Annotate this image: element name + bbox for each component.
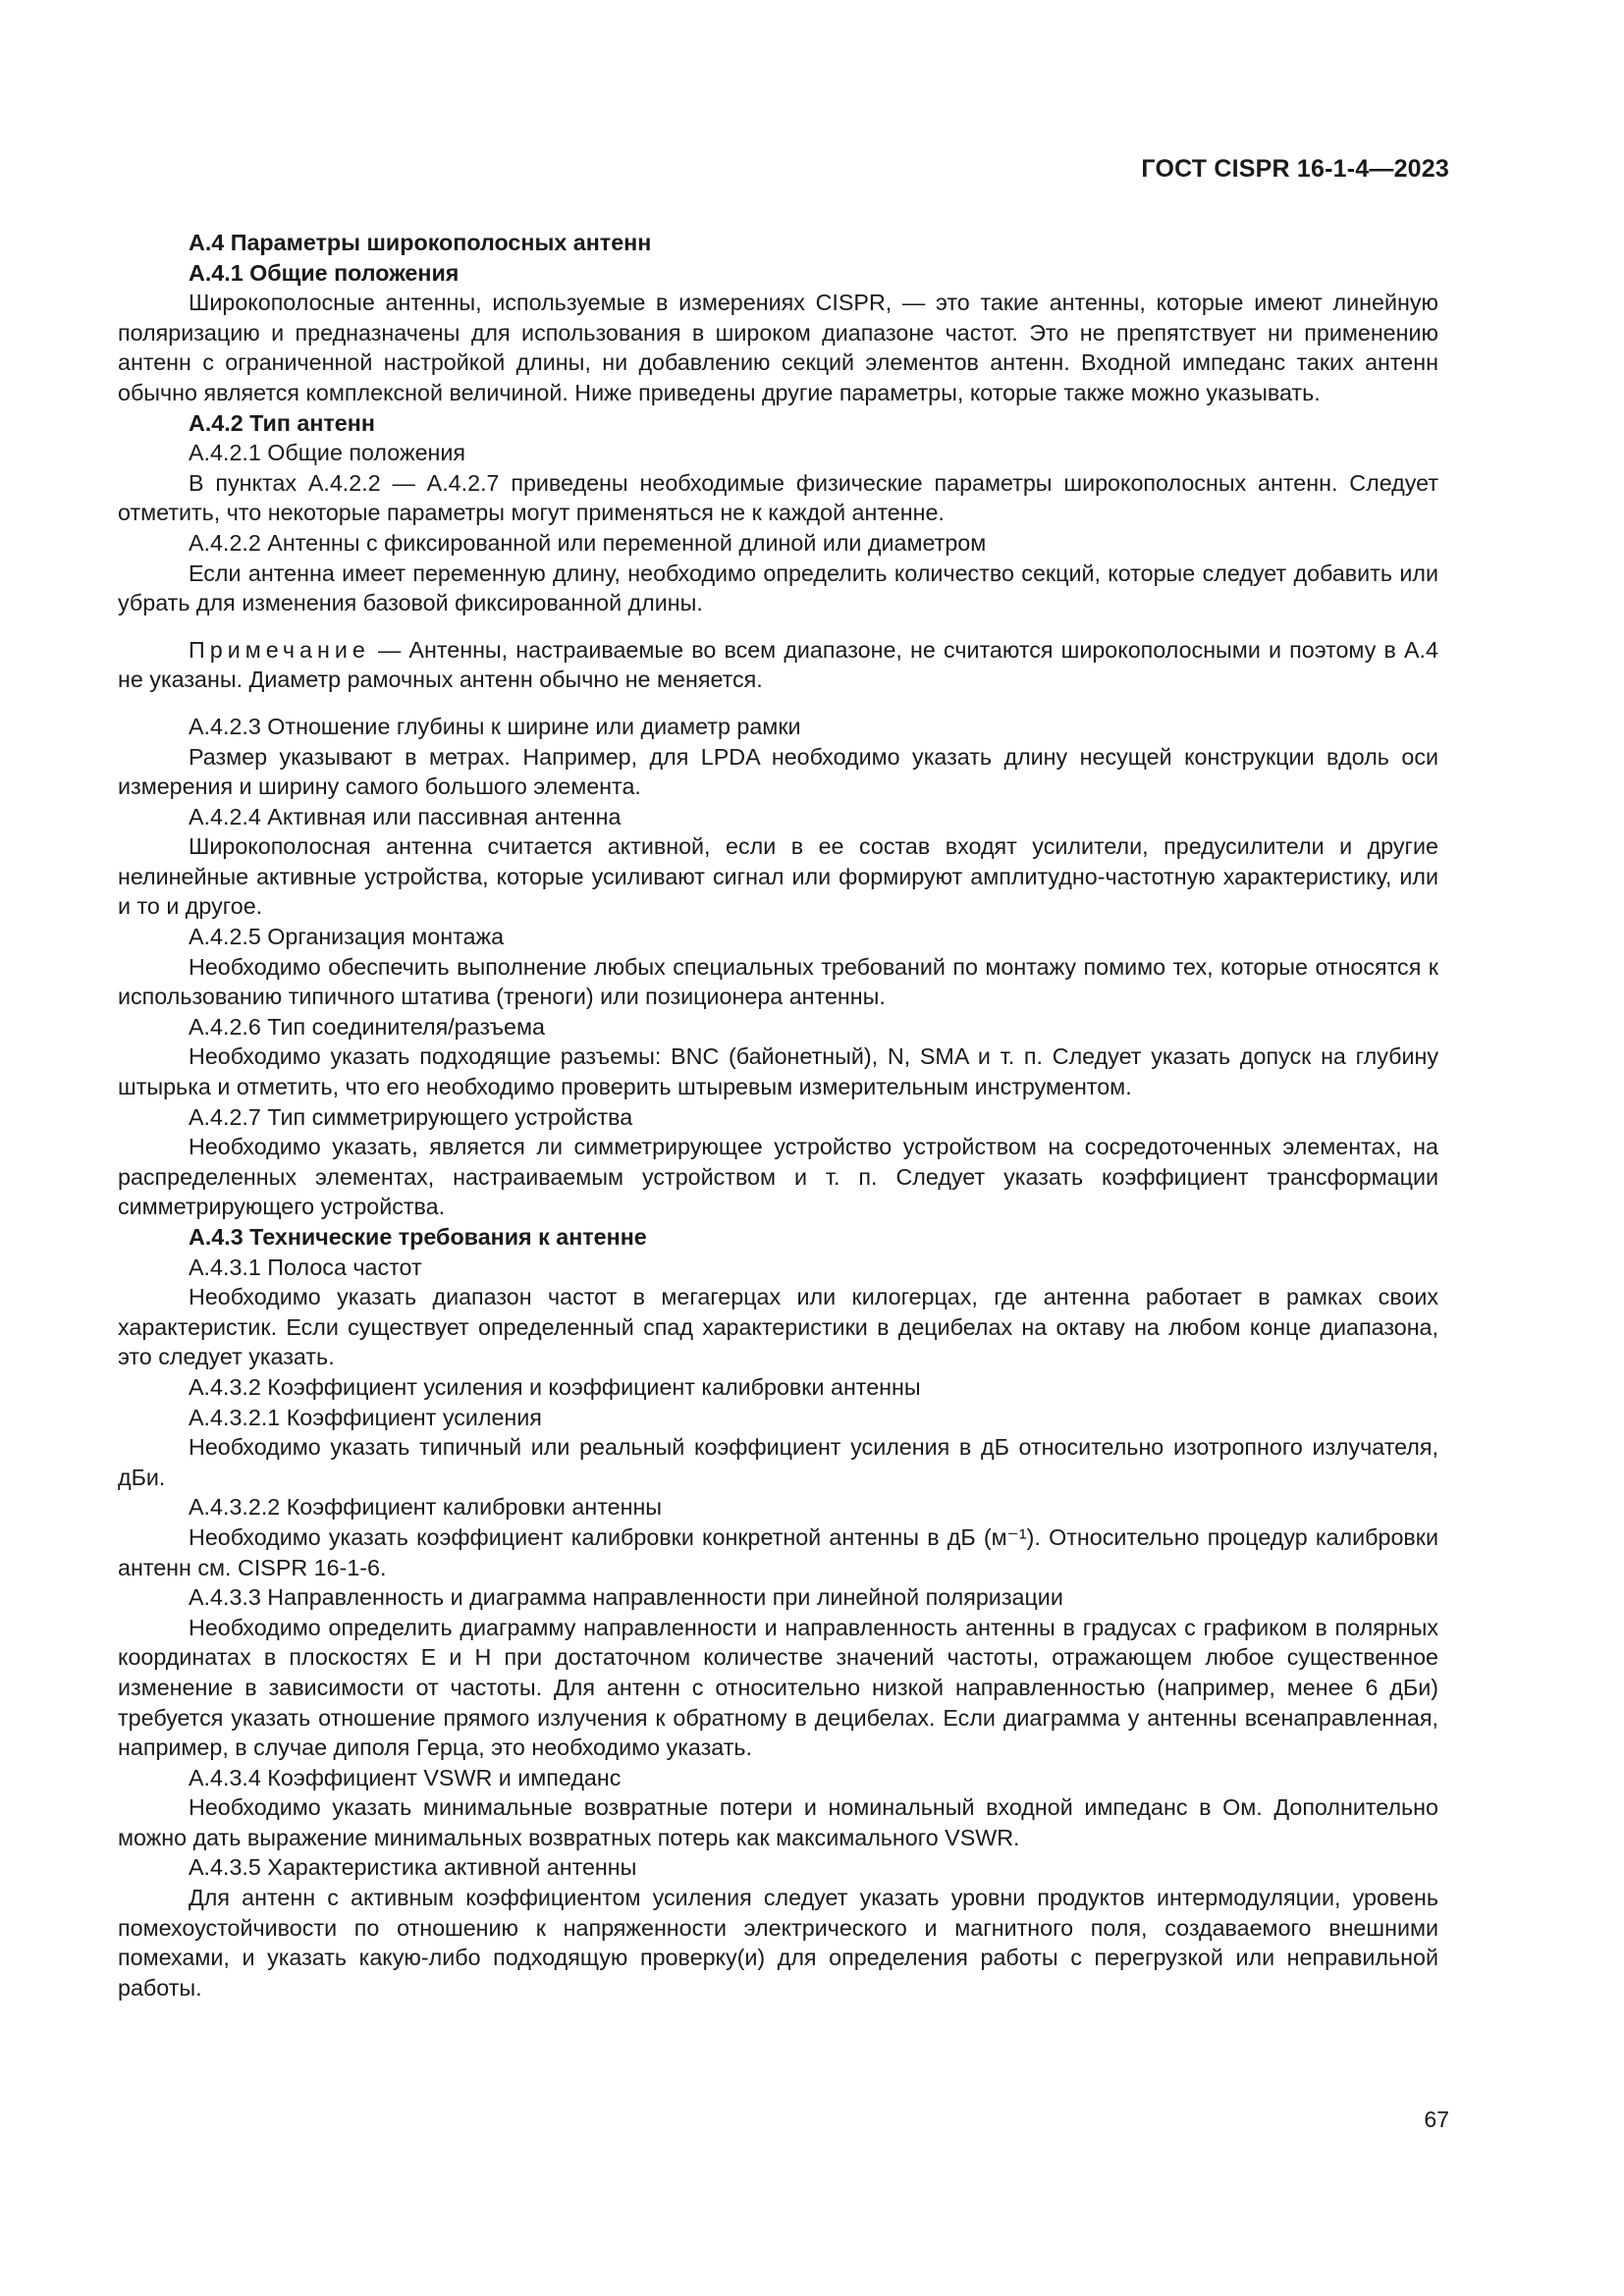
body-paragraph: Необходимо указать коэффициент калибровки конкретной антенны в дБ (м⁻¹). Относительно процедур калибровки антенн см. CISPR 16-1-6.	[118, 1523, 1438, 1580]
section-heading: А.4.1 Общие положения	[189, 259, 460, 286]
body-paragraph: Необходимо указать, является ли симметрирующее устройство устройством на сосредоточенных элементах, на распределенных элементах, настраиваемым устройством и т. п. Следует указать коэффициент трансформации симметрирующего устройства.	[118, 1134, 1438, 1220]
body-paragraph: Необходимо указать диапазон частот в мегагерцах или килогерцах, где антенна работает в рамках своих характеристик. Если существует определенный спад характеристики в децибелах на октаву на любом конце диапазона, это следует указать.	[118, 1284, 1438, 1370]
body-paragraph: Необходимо указать минимальные возвратные потери и номинальный входной импеданс в Ом. Дополнительно можно дать выражение минимальных возвратных потерь как максимального VSWR.	[118, 1794, 1438, 1850]
subsection-heading: А.4.2.4 Активная или пассивная антенна	[189, 803, 622, 829]
note-paragraph	[118, 635, 1438, 695]
subsection-heading: А.4.2.6 Тип соединителя/разъема	[189, 1013, 545, 1040]
subsection-heading: А.4.2.5 Организация монтажа	[189, 924, 505, 950]
body-paragraph: Для антенн с активным коэффициентом усиления следует указать уровни продуктов интермодуляции, уровень помехоустойчивости по отношению к напряженности электрического и магнитного поля, создаваемого внешними помехами, и указать какую-либо подходящую проверку(и) для определения работы с перегрузкой или неправильной работы.	[118, 1885, 1438, 2001]
subsection-heading: А.4.3.2 Коэффициент усиления и коэффициент калибровки антенны	[189, 1373, 921, 1400]
section-heading: А.4.3 Технические требования к антенне	[189, 1224, 647, 1250]
page-number: 67	[1424, 2107, 1449, 2132]
document-body	[118, 228, 1438, 2002]
subsection-heading: А.4.3.5 Характеристика активной антенны	[189, 1854, 637, 1881]
document-header: ГОСТ CISPR 16-1-4—2023	[1141, 155, 1449, 183]
subsection-heading: А.4.2.3 Отношение глубины к ширине или диаметр рамки	[189, 713, 801, 739]
body-paragraph: В пунктах А.4.2.2 — А.4.2.7 приведены необходимые физические параметры широкополосных антенн. Следует отметить, что некоторые параметры могут применяться не к каждой антенне.	[118, 469, 1438, 526]
subsection-heading: А.4.3.1 Полоса частот	[189, 1254, 422, 1280]
body-paragraph: Необходимо указать подходящие разъемы: BNC (байонетный), N, SMA и т. п. Следует указать допуск на глубину штырька и отметить, что его необходимо проверить штыревым измерительным инструментом.	[118, 1043, 1438, 1100]
subsection-heading: А.4.2.1 Общие положения	[189, 440, 466, 466]
subsection-heading: А.4.3.2.1 Коэффициент усиления	[189, 1404, 542, 1430]
subsection-heading: А.4.3.2.2 Коэффициент калибровки антенны	[189, 1494, 663, 1521]
body-paragraph: Необходимо определить диаграмму направленности и направленность антенны в градусах с графиком в полярных координатах в плоскостях E и H при достаточном количестве значений частоты, отражающем любое существенное изменение в зависимости от частоты. Для антенн с относительно низкой направленностью (например, менее 6 дБи) требуется указать отношение прямого излучения к обратному в децибелах. Если диаграмма у антенны всенаправленная, например, в случае диполя Герца, это необходимо указать.	[118, 1614, 1438, 1761]
body-paragraph: Необходимо указать типичный или реальный коэффициент усиления в дБ относительно изотропного излучателя, дБи.	[118, 1434, 1438, 1490]
subsection-heading: А.4.2.7 Тип симметрирующего устройства	[189, 1103, 633, 1130]
body-paragraph: Широкополосные антенны, используемые в измерениях CISPR, — это такие антенны, которые имеют линейную поляризацию и предназначены для использования в широком диапазоне частот. Это не препятствует ни применению антенн с ограниченной настройкой длины, ни добавлению секций элементов антенн. Входной импеданс таких антенн обычно является комплексной величиной. Ниже приведены другие параметры, которые также можно указывать.	[118, 290, 1438, 405]
body-paragraph: Если антенна имеет переменную длину, необходимо определить количество секций, которые следует добавить или убрать для изменения базовой фиксированной длины.	[118, 560, 1438, 616]
subsection-heading: А.4.3.4 Коэффициент VSWR и импеданс	[189, 1764, 622, 1790]
body-paragraph: Широкополосная антенна считается активной, если в ее состав входят усилители, предусилители и другие нелинейные активные устройства, которые усиливают сигнал или формируют амплитудно-частотную характеристику, или и то и другое.	[118, 833, 1438, 920]
note-label: Примечание	[189, 636, 370, 663]
body-paragraph: Размер указывают в метрах. Например, для LPDA необходимо указать длину несущей конструкции вдоль оси измерения и ширину самого большого элемента.	[118, 743, 1438, 800]
section-heading: А.4.2 Тип антенн	[189, 409, 375, 436]
note-text: — Антенны, настраиваемые во всем диапазоне, не считаются широкополосными и поэтому в А.4 не указаны. Диаметр рамочных антенн обычно не меняется.	[118, 636, 1438, 693]
subsection-heading: А.4.2.2 Антенны с фиксированной или переменной длиной или диаметром	[189, 529, 987, 556]
body-paragraph: Необходимо обеспечить выполнение любых специальных требований по монтажу помимо тех, которые относятся к использованию типичного штатива (треноги) или позиционера антенны.	[118, 953, 1438, 1010]
section-heading: А.4 Параметры широкополосных антенн	[189, 230, 652, 255]
subsection-heading: А.4.3.3 Направленность и диаграмма направленности при линейной поляризации	[189, 1584, 1063, 1611]
